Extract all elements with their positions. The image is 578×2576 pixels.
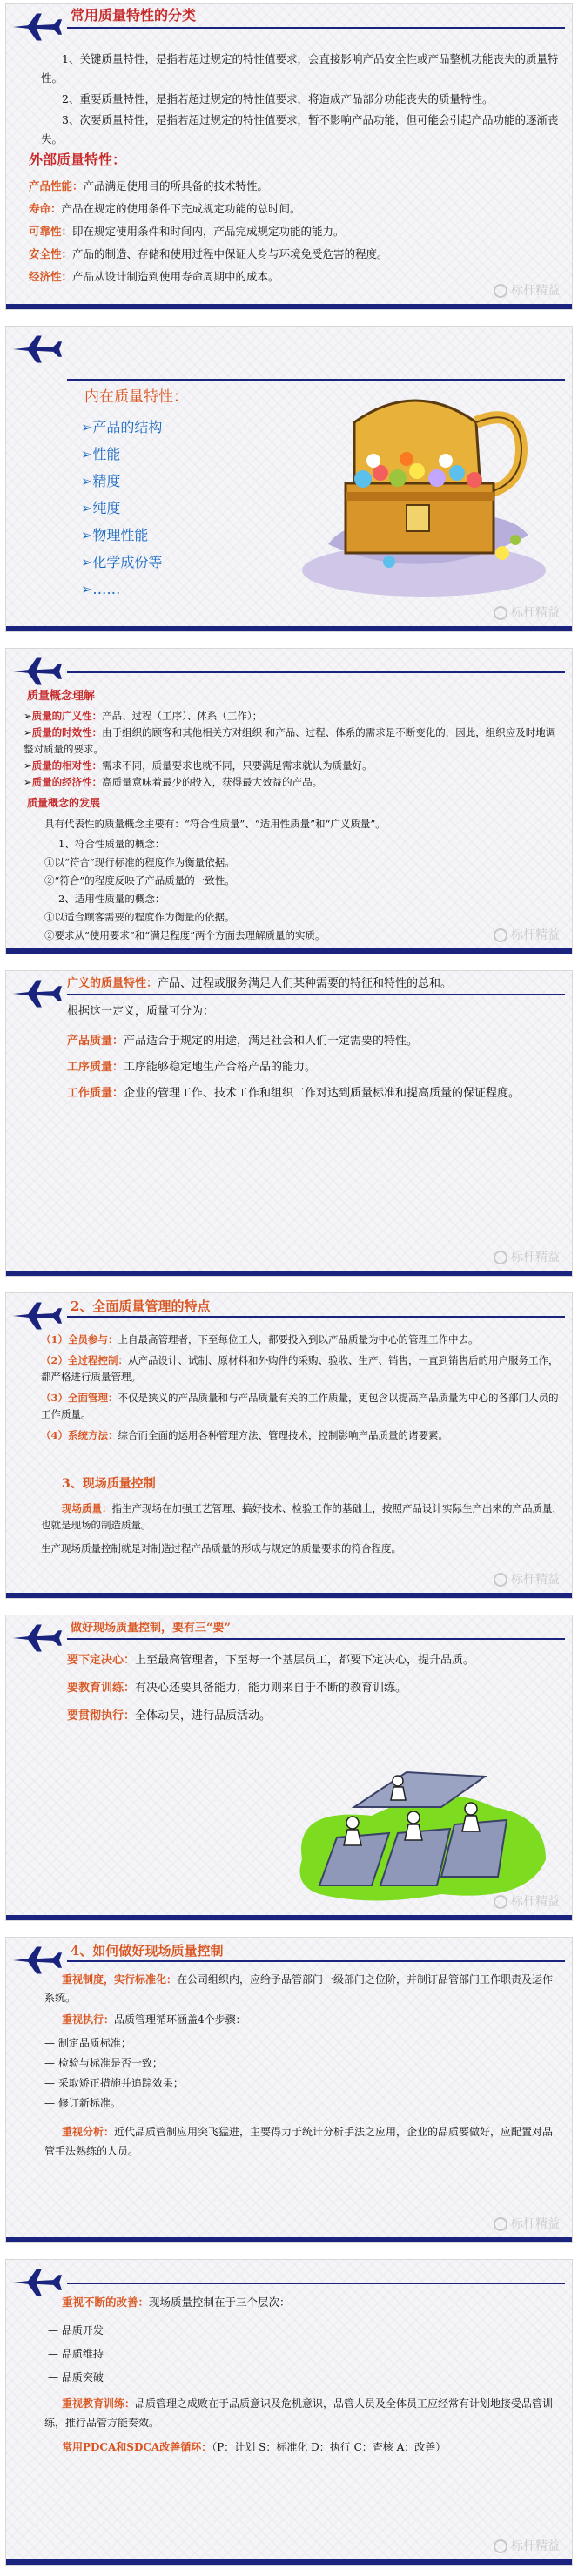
paragraph: 生产现场质量控制就是对制造过程产品质量的形成与规定的质量要求的符合程度。	[41, 1542, 401, 1554]
list-item: 工序质量：工序能够稳定地生产合格产品的能力。	[67, 1061, 317, 1074]
list-item: — 修订新标准。	[44, 2097, 121, 2109]
list-item: — 检验与标准是否一致；	[44, 2057, 163, 2069]
list-item: 产品质量：产品适合于规定的用途，满足社会和人们一定需要的特性。	[67, 1035, 419, 1048]
section-heading: 质量概念的发展	[27, 797, 101, 809]
list-item: 要教育训练：有决心还要具备能力，能力则来自于不断的教育训练。	[67, 1682, 407, 1695]
slide-7	[5, 1937, 573, 2243]
list-item: ➢精度	[81, 473, 121, 489]
watermark: 标杆精益	[494, 281, 560, 299]
footer-bar	[6, 1915, 572, 1920]
airplane-icon	[11, 1622, 62, 1654]
concept-list	[24, 708, 563, 791]
paragraph: 2、重要质量特性，是指若超过规定的特性值要求，将造成产品部分功能丧失的质量特性。	[62, 92, 494, 105]
list-item: ➢质量的相对性：需求不同，质量要求也就不同，只要满足需求就认为质量好。	[24, 759, 373, 772]
watermark: 标杆精益	[494, 604, 560, 621]
list-item: 要贯彻执行：全体动员，进行品质活动。	[67, 1709, 272, 1723]
list-item: 1、符合性质量的概念：	[58, 838, 165, 850]
airplane-icon	[11, 2267, 62, 2298]
paragraph: 重视执行：品质管理循环涵盖4个步骤：	[62, 2013, 246, 2026]
slide-title: 质量概念理解	[27, 690, 96, 703]
list-item: ②“符合”的程度反映了产品质量的一致性。	[44, 874, 235, 887]
list-item: （2）全过程控制：从产品设计、试制、原材料和外购件的采购、验收、生产、销售，一直到销售后的用户服务工作，都严格进行质量管理。	[41, 1354, 559, 1383]
slide-title: 内在质量特性：	[84, 388, 188, 406]
list-item: ➢化学成份等	[81, 554, 163, 570]
list-item: ➢质量的时效性：由于组织的顾客和其他相关方对组织 和产品、过程、体系的需求是不断变化的，因此，组织应及时地调整对质量的要求。	[24, 726, 556, 755]
list-item: 工作质量：企业的管理工作、技术工作和组织工作对达到质量标准和提高质量的保证程度。	[67, 1087, 521, 1100]
paragraph: 重视不断的改善：现场质量控制在于三个层次：	[62, 2296, 291, 2309]
airplane-icon	[11, 656, 62, 687]
list-item: — 制定品质标准；	[44, 2037, 131, 2049]
watermark: 标杆精益	[494, 2215, 560, 2232]
watermark-logo-icon	[494, 1895, 507, 1909]
list-item: ➢产品的结构	[81, 419, 163, 435]
list-item: 寿命：产品在规定的使用条件下完成规定功能的总时间。	[29, 202, 301, 215]
airplane-icon	[11, 334, 62, 365]
slide-title: 4、如何做好现场质量控制	[71, 1943, 224, 1959]
paragraph: 1、关键质量特性，是指若超过规定的特性值要求，会直接影响产品安全性或产品整机功能丧失的质量特性。	[41, 52, 559, 84]
list-item: ①以适合顾客需要的程度作为衡量的依据。	[44, 911, 235, 923]
section-heading: 外部质量特性：	[29, 152, 127, 168]
section-heading: 3、现场质量控制	[62, 1477, 156, 1491]
team-climbing-illustration	[267, 1755, 563, 1912]
list-item: ➢性能	[81, 446, 121, 462]
list-item: 2、适用性质量的概念：	[58, 893, 165, 905]
paragraph: 重视分析：近代品质管制应用突飞猛进，主要得力于统计分析手法之应用，企业的品质要做好，应配置对品管手法熟练的人员。	[44, 2126, 554, 2157]
list-item: ②要求从“使用要求”和“满足程度”两个方面去理解质量的实质。	[44, 929, 326, 941]
list-item: （4）系统方法：综合而全面的运用各种管理方法、管理技术，控制影响产品质量的诸要素。	[41, 1429, 449, 1441]
divider	[67, 27, 565, 29]
slide-2	[5, 326, 573, 632]
watermark-logo-icon	[494, 928, 507, 942]
airplane-icon	[11, 1300, 62, 1332]
list-item: ➢……	[81, 581, 121, 597]
inner-quality-list	[81, 414, 162, 603]
list-item: 安全性：产品的制造、存储和使用过程中保证人身与环境免受危害的程度。	[29, 247, 388, 260]
list-item: （1）全员参与：上自最高管理者，下至每位工人，都要投入到以产品质量为中心的管理工作中去。	[41, 1333, 479, 1345]
list-item: ➢质量的经济性：高质量意味着最少的投入，获得最大效益的产品。	[24, 776, 323, 788]
airplane-icon	[11, 978, 62, 1009]
list-item: ➢物理性能	[81, 527, 149, 543]
paragraph: 重视教育训练：品质管理之成败在于品质意识及危机意识，品管人员及全体员工应经常有计划地接受品管训练，推行品管方能奏效。	[44, 2397, 554, 2429]
divider	[67, 994, 565, 995]
list-item: （3）全面管理：不仅是狭义的产品质量和与产品质量有关的工作质量，更包含以提高产品质量为中心的各部门人员的工作质量。	[41, 1392, 559, 1420]
footer-bar	[6, 2237, 572, 2242]
divider	[67, 671, 565, 673]
watermark: 标杆精益	[494, 1570, 560, 1588]
feature-list	[29, 175, 568, 288]
section-heading: 2、全面质量管理的特点	[71, 1298, 211, 1314]
paragraph: 3、次要质量特性，是指若超过规定的特性值要求，暂不影响产品功能，但可能会引起产品功能的逐渐丧失。	[41, 113, 559, 145]
slide-title: 常用质量特性的分类	[71, 7, 197, 24]
paragraph: 根据这一定义，质量可分为：	[67, 1005, 215, 1018]
list-item: ➢质量的广义性：产品、过程（工序）、体系（工作）；	[24, 710, 263, 722]
footer-bar	[6, 626, 572, 631]
slide-4	[5, 970, 573, 1277]
watermark-logo-icon	[494, 2539, 507, 2553]
list-item: 经济性：产品从设计制造到使用寿命周期中的成本。	[29, 270, 279, 283]
slide-3	[5, 648, 573, 954]
list-item: — 品质开发	[48, 2324, 104, 2337]
watermark-logo-icon	[494, 284, 507, 298]
watermark-logo-icon	[494, 1573, 507, 1587]
divider	[67, 1316, 565, 1318]
divider	[67, 379, 565, 381]
footer-bar	[6, 2559, 572, 2565]
footer-bar	[6, 304, 572, 309]
watermark: 标杆精益	[494, 1248, 560, 1265]
three-musts-list	[67, 1650, 563, 1727]
list-item: 要下定决心：上至最高管理者，下至每一个基层员工，都要下定决心，提升品质。	[67, 1654, 475, 1667]
tqm-features-list	[27, 1332, 567, 1444]
treasure-chest-illustration	[293, 388, 554, 605]
paragraph: 重视制度，实行标准化：在公司组织内，应给予品管部门一级部门之位阶，并制订品管部门工作职责及运作系统。	[44, 1973, 554, 2004]
slide-8	[5, 2259, 573, 2566]
watermark: 标杆精益	[494, 2537, 560, 2554]
list-item: ➢纯度	[81, 500, 121, 516]
airplane-icon	[11, 11, 62, 43]
list-item: 产品性能：产品满足使用目的所具备的技术特性。	[29, 179, 269, 192]
footer-bar	[6, 1593, 572, 1598]
list-item: 可靠性：即在规定使用条件和时间内，产品完成规定功能的能力。	[29, 225, 345, 238]
paragraph: 常用PDCA和SDCA改善循环：（P：计划 S：标准化 D：执行 C：查核 A：改善）	[62, 2441, 447, 2453]
watermark-logo-icon	[494, 606, 507, 620]
divider	[67, 1960, 565, 1962]
list-item: ①以“符合”现行标准的程度作为衡量依据。	[44, 856, 235, 868]
paragraph: 现场质量：指生产现场在加强工艺管理、搞好技术、检验工作的基础上，按照产品设计实际生产出来的产品质量，也就是现场的制造质量。	[41, 1502, 562, 1531]
list-item: — 品质维持	[48, 2348, 104, 2360]
slide-title: 做好现场质量控制，要有三“要”	[71, 1622, 231, 1635]
divider	[67, 1638, 565, 1640]
development-list	[44, 835, 567, 945]
watermark-logo-icon	[494, 2217, 507, 2231]
list-item: — 品质突破	[48, 2371, 104, 2384]
footer-bar	[6, 948, 572, 954]
watermark: 标杆精益	[494, 926, 560, 943]
slide-6	[5, 1615, 573, 1921]
slide-5	[5, 1292, 573, 1599]
list-item: — 采取矫正措施并追踪效果；	[44, 2077, 184, 2089]
improvement-levels-list	[48, 2319, 104, 2390]
watermark-logo-icon	[494, 1251, 507, 1264]
paragraph: 具有代表性的质量概念主要有：“符合性质量”、“适用性质量”和“广义质量”。	[44, 818, 386, 830]
slide-1	[5, 3, 573, 310]
watermark: 标杆精益	[494, 1892, 560, 1910]
divider	[67, 2283, 565, 2284]
pdca-steps-list	[44, 2033, 184, 2114]
paragraph: 广义的质量特性：产品、过程或服务满足人们某种需要的特征和特性的总和。	[67, 977, 453, 990]
quality-types-list	[67, 1030, 561, 1105]
footer-bar	[6, 1271, 572, 1276]
